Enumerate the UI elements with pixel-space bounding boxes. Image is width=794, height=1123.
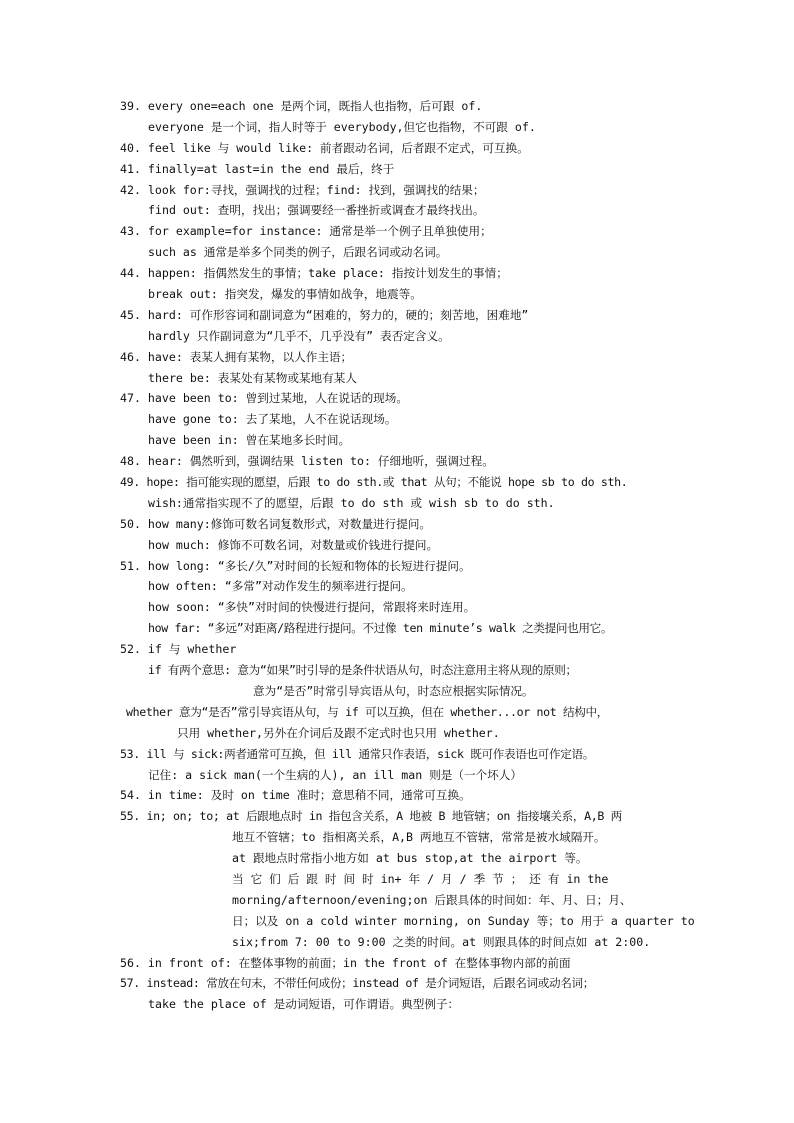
note-line: how much: 修饰不可数名词，对数量或价钱进行提问。 <box>148 537 439 552</box>
note-line: 43. for example=for instance: 通常是举一个例子且单独使用； <box>120 224 492 239</box>
note-line: six;from 7: 00 to 9:00 之类的时间。at 则跟具体的时间点如 at 2:00. <box>232 934 651 949</box>
note-line: whether 意为“是否”常引导宾语从句，与 if 可以互换，但在 whether...or not 结构中， <box>126 704 609 719</box>
notes-body <box>120 96 695 1015</box>
note-line: wish:通常指实现不了的愿望，后跟 to do sth 或 wish sb to do sth. <box>148 495 555 510</box>
note-line: how often: “多常”对动作发生的频率进行提问。 <box>148 579 413 594</box>
note-line: at 跟地点时常指小地方如 at bus stop,at the airport 等。 <box>232 851 588 866</box>
note-line: 50. how many:修饰可数名词复数形式，对数量进行提问。 <box>120 516 432 531</box>
note-line: 49. hope: 指可能实现的愿望，后跟 to do sth.或 that 从句；不能说 hope sb to do sth. <box>120 475 628 490</box>
note-line: everyone 是一个词，指人时等于 everybody,但它也指物，不可跟 of. <box>148 119 536 134</box>
note-line: 42. look for:寻找，强调找的过程；find: 找到，强调找的结果； <box>120 182 485 197</box>
note-line: 45. hard: 可作形容词和副词意为“困难的，努力的，硬的；刻苦地，困难地” <box>120 307 529 322</box>
note-line: have gone to: 去了某地，人不在说话现场。 <box>148 412 397 427</box>
note-line: 当 它 们 后 跟 时 间 时 in+ 年 / 月 / 季 节 ； 还 有 in the <box>232 871 609 886</box>
note-line: 只用 whether,另外在介词后及跟不定式时也只用 whether. <box>177 725 500 740</box>
note-line: 44. happen: 指偶然发生的事情；take place: 指按计划发生的事情； <box>120 266 508 281</box>
note-line: 54. in time: 及时 on time 准时；意思稍不同，通常可互换。 <box>120 788 471 803</box>
note-line: 40. feel like 与 would like: 前者跟动名词，后者跟不定式，可互换。 <box>120 140 529 155</box>
note-line: 意为“是否”时常引导宾语从句，时态应根据实际情况。 <box>253 683 534 698</box>
note-line: 41. finally=at last=in the end 最后，终于 <box>120 161 395 176</box>
note-line: find out: 查明，找出；强调要经一番挫折或调查才最终找出。 <box>148 203 485 218</box>
note-line: 57. instead: 常放在句末，不带任何成份；instead of 是介词短语，后跟名词或动名词； <box>120 976 594 991</box>
note-line: 记住: a sick man(一个生病的人), an ill man 则是（一个坏人） <box>148 767 522 782</box>
note-line: 48. hear: 偶然听到，强调结果 listen to: 仔细地听，强调过程。 <box>120 454 494 469</box>
note-line: have been in: 曾在某地多长时间。 <box>148 433 351 448</box>
note-line: 53. ill 与 sick:两者通常可互换，但 ill 通常只作表语，sick 既可作表语也可作定语。 <box>120 746 594 761</box>
note-line: 56. in front of: 在整体事物的前面；in the front of 在整体事物内部的前面 <box>120 955 571 970</box>
note-line: such as 通常是举多个同类的例子，后跟名词或动名词。 <box>148 245 448 260</box>
note-line: 47. have been to: 曾到过某地，人在说话的现场。 <box>120 391 408 406</box>
note-line: break out: 指突发，爆发的事情如战争，地震等。 <box>148 287 422 302</box>
note-line: if 有两个意思: 意为“如果”时引导的是条件状语从句，时态注意用主将从现的原则； <box>148 663 577 678</box>
note-line: how far: “多远”对距离/路程进行提问。不过像 ten minute’s walk 之类提问也用它。 <box>148 621 613 636</box>
note-line: 39. every one=each one 是两个词，既指人也指物，后可跟 of. <box>120 99 483 113</box>
note-line: take the place of 是动词短语，可作谓语。典型例子： <box>148 997 460 1012</box>
note-line: 52. if 与 whether <box>120 642 237 657</box>
note-line: there be: 表某处有某物或某地有某人 <box>148 370 357 385</box>
note-line: hardly 只作副词意为“几乎不，几乎没有” 表否定含义。 <box>148 328 450 343</box>
note-line: 地互不管辖；to 指相离关系，A,B 两地互不管辖，常常是被水域隔开。 <box>232 830 606 845</box>
note-line: 51. how long: “多长/久”对时间的长短和物体的长短进行提问。 <box>120 558 471 573</box>
note-line: 55. in; on; to; at 后跟地点时 in 指包含关系，A 地被 B 地管辖；on 指接壤关系，A,B 两 <box>120 809 622 824</box>
note-line: 46. have: 表某人拥有某物，以人作主语； <box>120 349 353 364</box>
note-line: how soon: “多快”对时间的快慢进行提问，常跟将来时连用。 <box>148 600 476 615</box>
note-line: morning/afternoon/evening;on 后跟具体的时间如：年、月、日；月、 <box>232 892 632 907</box>
note-line: 日；以及 on a cold winter morning, on Sunday 等；to 用于 a quarter to <box>232 913 695 928</box>
